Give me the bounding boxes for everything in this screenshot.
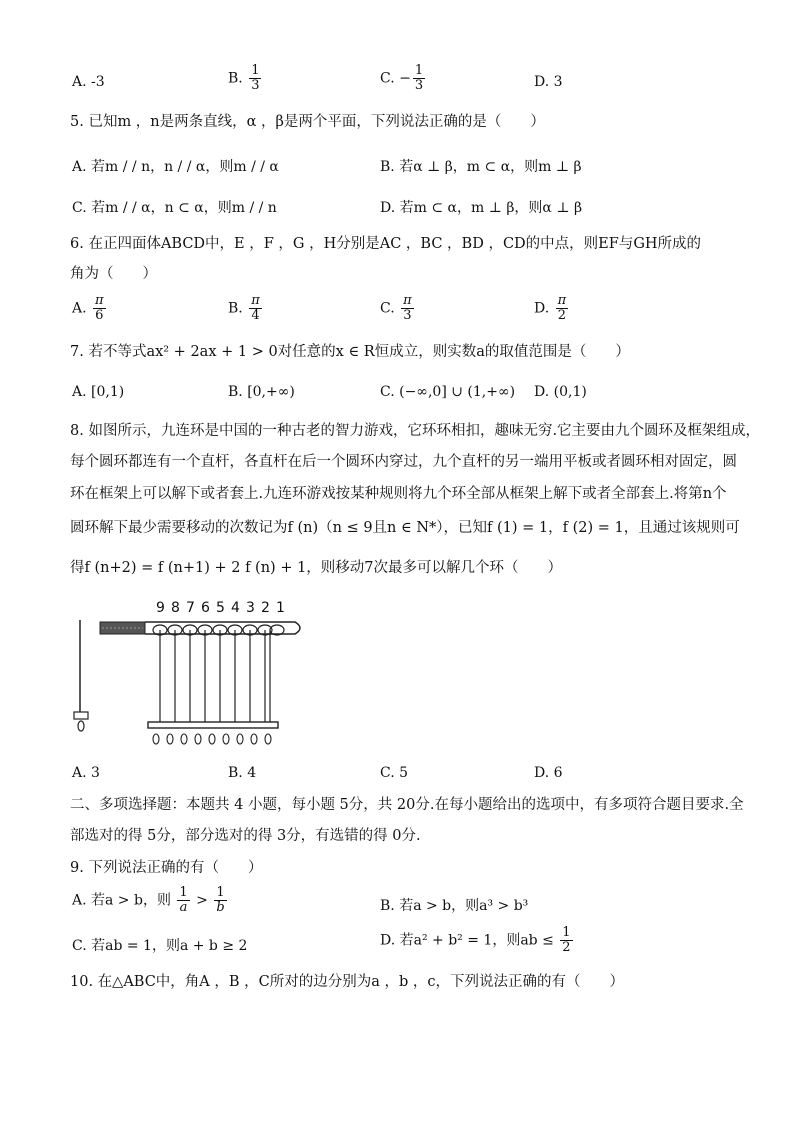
q6-stem-line1: 6. 在正四面体ABCD中，E ，F ，G ，H分别是AC ，BC ，BD ，CD的中点，则EF与GH所成的 — [70, 236, 702, 252]
bottom-loop — [195, 734, 201, 744]
q8-stem-line4: 圆环解下最少需要移动的次数记为f (n)（n ≤ 9且n ∈ N*），已知f (1) = 1，f (2) = 1，且通过该规则可 — [70, 520, 740, 536]
denominator: 4 — [251, 308, 260, 323]
denominator: a — [179, 900, 188, 915]
q8-option-a: A. 3 — [72, 765, 100, 781]
q6-option-d-fraction — [556, 294, 569, 323]
denominator: 2 — [557, 308, 567, 323]
q7-stem: 7. 若不等式ax² + 2ax + 1 > 0对任意的x ∈ R恒成立，则实数a的取值范围是（ ） — [70, 344, 630, 360]
q8-stem-line5: 得f (n+2) = f (n+1) + 2 f (n) + 1，则移动7次最多可以解几个环（ ） — [70, 560, 563, 576]
q9-option-d-text: D. 若a² + b² = 1，则ab ≤ — [380, 932, 554, 949]
q6-option-b-prefix: B. — [228, 300, 243, 317]
numerator: 1 — [214, 886, 226, 901]
q5-option-c: C. 若m / / α，n ⊂ α，则m / / n — [72, 200, 277, 216]
numerator: 1 — [562, 925, 571, 940]
q4-options — [0, 62, 794, 102]
q6-option-c-fraction — [401, 294, 414, 323]
q8-stem-line1: 8. 如图所示，九连环是中国的一种古老的智力游戏，它环环相扣，趣味无穷.它主要由九个圆环及框架组成， — [70, 423, 761, 439]
q9-option-a — [72, 886, 229, 915]
q5-option-d: D. 若m ⊂ α，m ⊥ β，则α ⊥ β — [380, 200, 583, 216]
q6-option-a — [72, 294, 108, 323]
denominator: 3 — [251, 78, 260, 93]
numerator: π — [251, 293, 260, 308]
q4-option-d: D. 3 — [534, 74, 563, 90]
q4-option-c-prefix: C. — [380, 70, 395, 87]
q8-option-d: D. 6 — [534, 765, 563, 781]
bottom-loop — [209, 734, 215, 744]
denominator: 3 — [403, 308, 412, 323]
denominator: 2 — [562, 940, 571, 955]
q9-option-d — [380, 926, 575, 955]
rings-and-rods — [153, 625, 284, 722]
ring-number: 4 — [231, 600, 240, 616]
ring-number: 6 — [201, 600, 210, 616]
bottom-loop — [167, 734, 173, 744]
bottom-loop — [237, 734, 243, 744]
numerator: 1 — [251, 63, 260, 78]
q6-option-c — [380, 294, 416, 323]
hanging-plate — [74, 712, 88, 719]
bottom-loop — [265, 734, 271, 744]
denominator: b — [216, 900, 225, 915]
ring-number: 2 — [261, 600, 270, 616]
numerator: π — [557, 293, 567, 308]
q6-stem-line2: 角为（ ） — [70, 266, 157, 282]
numerator: π — [403, 293, 412, 308]
denominator: 6 — [95, 308, 104, 323]
q4-option-b — [228, 64, 263, 93]
q7-option-c: C. (−∞,0] ∪ (1,+∞) — [380, 384, 516, 400]
q4-option-a: A. -3 — [72, 74, 105, 90]
q6-option-d-prefix: D. — [534, 300, 550, 317]
denominator: 3 — [414, 78, 424, 93]
numerator: π — [95, 293, 104, 308]
ring-number: 3 — [246, 600, 255, 616]
q4-option-c — [380, 64, 427, 93]
q4-option-b-fraction — [249, 64, 261, 93]
q5-option-b: B. 若α ⊥ β，m ⊂ α，则m ⊥ β — [380, 159, 582, 175]
q4-option-c-sign: − — [399, 70, 411, 87]
bottom-loops — [153, 734, 271, 744]
ring-number: 9 — [156, 600, 165, 616]
ring-number: 7 — [186, 600, 195, 616]
q6-option-c-prefix: C. — [380, 300, 395, 317]
q6-options — [0, 292, 794, 332]
fraction-one-half — [560, 926, 572, 955]
section2-line1: 二、多项选择题：本题共 4 小题，每小题 5分，共 20分.在每小题给出的选项中，有多项符合题目要求.全 — [70, 797, 744, 813]
q8-option-b: B. 4 — [228, 765, 257, 781]
ring-number: 8 — [171, 600, 180, 616]
q4-option-b-prefix: B. — [228, 70, 243, 87]
hanging-ring — [78, 721, 84, 731]
q9-option-a-text: A. 若a > b，则 — [72, 892, 171, 909]
q4-option-c-fraction — [413, 64, 425, 93]
q6-option-a-fraction — [93, 294, 106, 323]
ring-number: 5 — [216, 600, 225, 616]
section2-line2: 部选对的得 5分，部分选对的得 3分，有选错的得 0分. — [70, 828, 421, 844]
q9-stem: 9. 下列说法正确的有（ ） — [70, 860, 263, 876]
q6-option-a-prefix: A. — [72, 300, 87, 317]
q8-stem-line2: 每个圆环都连有一个直杆，各直杆在后一个圆环内穿过，九个直杆的另一端用平板或者圆环相对固定，圆 — [70, 454, 737, 470]
q10-stem: 10. 在△ABC中，角A ，B ，C所对的边分别为a ，b ，c，下列说法正确的有（ ） — [70, 974, 625, 990]
q7-option-d: D. (0,1) — [534, 384, 587, 400]
q9-option-b: B. 若a > b，则a³ > b³ — [380, 898, 529, 914]
ring-number: 1 — [276, 600, 285, 616]
q6-option-b-fraction — [249, 294, 262, 323]
q8-option-c: C. 5 — [380, 765, 409, 781]
fraction-1-over-b — [214, 886, 226, 915]
numerator: 1 — [179, 885, 188, 900]
q8-stem-line3: 环在框架上可以解下或者套上.九连环游戏按某种规则将九个环全部从框架上解下或者全部套上.将第n个 — [70, 486, 727, 502]
nine-rings-drawing — [70, 600, 310, 750]
q5-stem: 5. 已知m ，n是两条直线，α ，β是两个平面，下列说法正确的是（ ） — [70, 114, 545, 130]
bottom-loop — [153, 734, 159, 744]
bottom-loop — [223, 734, 229, 744]
numerator: 1 — [414, 63, 424, 78]
q6-option-b — [228, 294, 264, 323]
q6-option-d — [534, 294, 570, 323]
nine-rings-figure — [70, 600, 310, 750]
q7-option-b: B. [0,+∞) — [228, 384, 295, 400]
q7-option-a: A. [0,1) — [72, 384, 125, 400]
bottom-loop — [181, 734, 187, 744]
bottom-plate — [148, 722, 278, 728]
fraction-1-over-a — [177, 886, 189, 915]
q9-option-c: C. 若ab = 1，则a + b ≥ 2 — [72, 938, 248, 954]
bottom-loop — [251, 734, 257, 744]
greater-than-sign: > — [196, 892, 208, 909]
q5-option-a: A. 若m / / n，n / / α，则m / / α — [72, 159, 279, 175]
